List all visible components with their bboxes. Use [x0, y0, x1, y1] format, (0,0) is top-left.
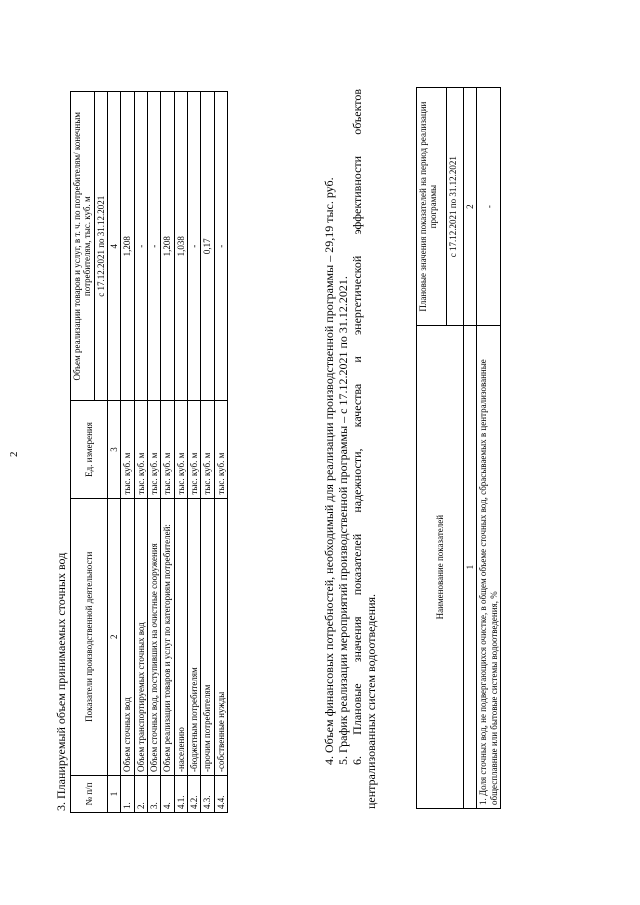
row-value: 0,17	[201, 92, 214, 401]
row-value: -	[214, 92, 227, 401]
paragraph-6: 6. Плановые значения показателей надежности, качества и энергетической эффективности объектов	[350, 89, 364, 765]
table-row	[174, 92, 187, 813]
row-name: Объем транспортируемых сточных вод	[134, 498, 147, 775]
table-row	[121, 92, 134, 813]
row-unit: тыс. куб. м	[161, 401, 174, 498]
row-unit: тыс. куб. м	[121, 401, 134, 498]
header-volume: Объем реализации товаров и услуг, в т. ч. по потребителям/ конечным потребителям, тыс. куб. м	[71, 92, 95, 401]
header-unit: Ед. измерения	[71, 401, 108, 498]
row-num: 1.	[121, 775, 134, 812]
colnum-cell: 3	[108, 401, 121, 498]
row-name: -населению	[174, 498, 187, 775]
row-num: 4.4.	[214, 775, 227, 812]
row-unit: тыс. куб. м	[188, 401, 201, 498]
row-name: -прочим потребителям	[201, 498, 214, 775]
row-num: 4.1.	[174, 775, 187, 812]
program-paragraphs	[322, 89, 378, 809]
indicator-value: -	[477, 88, 501, 326]
row-value: -	[134, 92, 147, 401]
row-value: 1,038	[174, 92, 187, 401]
paragraph-4: 4. Объем финансовых потребностей, необходимый для реализации производственной программы – 29,19 тыс. руб.	[322, 177, 336, 765]
row-unit: тыс. куб. м	[134, 401, 147, 498]
column-number-row	[108, 92, 121, 813]
row-unit: тыс. куб. м	[214, 401, 227, 498]
header-planned-values: Плановые значения показателей на период реализации программы	[417, 88, 447, 326]
row-value: -	[188, 92, 201, 401]
table-row	[134, 92, 147, 813]
table-row	[477, 88, 501, 809]
column-number-row	[464, 88, 477, 809]
page-number: 2	[8, 451, 20, 457]
row-name: Объем сточных вод, поступивших на очистные сооружения	[148, 498, 161, 775]
indicator-name: 1. Доля сточных вод, не подвергающихся очистке, в общем объеме сточных вод, сбрасываемых в централизованные общесплавные или бытовые системы водоотведения, %	[477, 326, 501, 809]
row-num: 4.3.	[201, 775, 214, 812]
header-indicator: Показатели производственной деятельности	[71, 498, 108, 775]
row-value: -	[148, 92, 161, 401]
wastewater-volume-table	[70, 91, 228, 813]
row-unit: тыс. куб. м	[201, 401, 214, 498]
row-name: Объем реализации товаров и услуг по категориям потребителей:	[161, 498, 174, 775]
row-num: 4.	[161, 775, 174, 812]
row-name: Объем сточных вод	[121, 498, 134, 775]
table-header-row	[417, 88, 447, 809]
reliability-indicators-table	[416, 87, 501, 809]
paragraph-5: 5. График реализации мероприятий производственной программы – с 17.12.2021 по 31.12.2021.	[336, 276, 350, 765]
table-row	[188, 92, 201, 813]
table-header-row	[71, 92, 95, 813]
table-row	[148, 92, 161, 813]
row-value: 1,208	[121, 92, 134, 401]
section-3-title: 3. Планируемый объем принимаемых сточных вод	[54, 552, 68, 811]
colnum-cell: 2	[108, 498, 121, 775]
row-num: 4.2.	[188, 775, 201, 812]
colnum-cell: 2	[464, 88, 477, 326]
header-period: с 17.12.2021 по 31.12.2021	[94, 92, 107, 401]
row-num: 2.	[134, 775, 147, 812]
table-row	[161, 92, 174, 813]
row-unit: тыс. куб. м	[148, 401, 161, 498]
colnum-cell: 1	[108, 775, 121, 812]
row-name: -собственные нужды	[214, 498, 227, 775]
header-period: с 17.12.2021 по 31.12.2021	[447, 88, 464, 326]
table-row	[214, 92, 227, 813]
header-num: № п/п	[71, 775, 108, 812]
colnum-cell: 4	[108, 92, 121, 401]
row-value: 1,208	[161, 92, 174, 401]
row-name: -бюджетным потребителям	[188, 498, 201, 775]
header-indicator-name: Наименование показателей	[417, 326, 464, 809]
colnum-cell: 1	[464, 326, 477, 809]
row-unit: тыс. куб. м	[174, 401, 187, 498]
paragraph-6-continued: централизованных систем водоотведения.	[364, 593, 378, 809]
table-row	[201, 92, 214, 813]
row-num: 3.	[148, 775, 161, 812]
